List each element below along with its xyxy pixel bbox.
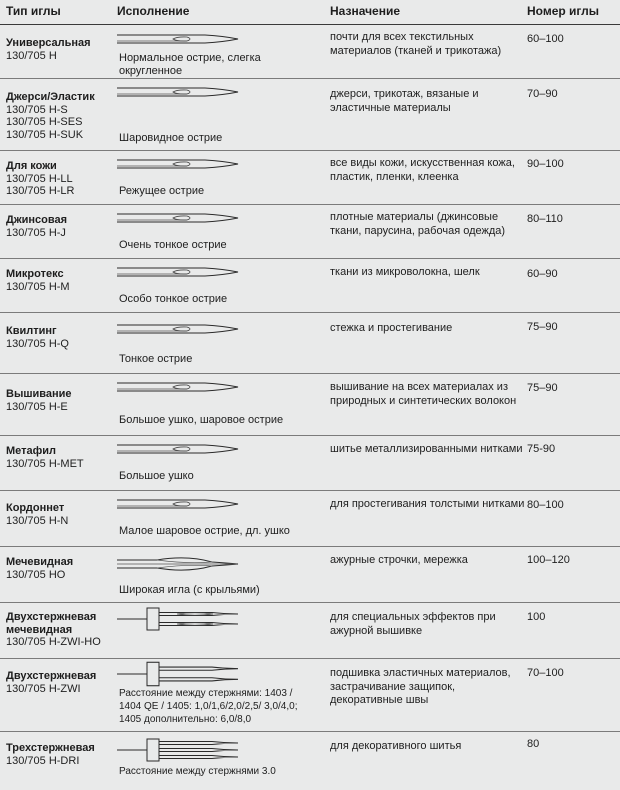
needle-number: 70–100 — [527, 667, 564, 679]
needle-type — [6, 445, 84, 470]
table-row — [0, 204, 620, 259]
needle-illustration — [117, 375, 239, 399]
table-header — [0, 0, 620, 25]
needle-purpose: джерси, трикотаж, вязаные и эластичные материалы — [330, 88, 479, 114]
needle-illustration — [117, 152, 239, 176]
table-row — [0, 150, 620, 205]
needle-number: 100 — [527, 611, 546, 623]
needle-code: 130/705 H-N — [6, 514, 69, 527]
needle-purpose: шитье металлизированными нитками — [330, 443, 523, 455]
needle-type — [6, 742, 95, 767]
needle-code: 130/705 H-LL — [6, 172, 73, 185]
needle-purpose: почти для всех текстильных материалов (тканей и трикотажа) — [330, 31, 502, 57]
needle-type — [6, 160, 75, 198]
needle-type — [6, 670, 96, 695]
needle-type-name: Вышивание — [6, 388, 72, 400]
needle-purpose: вышивание на всех материалах из природных и синтетических волокон — [330, 381, 517, 407]
table-row — [0, 435, 620, 491]
needle-code: 130/705 H-Q — [6, 337, 69, 350]
needle-execution: Режущее острие — [119, 185, 205, 197]
table-row — [0, 24, 620, 79]
needle-execution: Шаровидное острие — [119, 132, 223, 144]
needle-code: 130/705 H — [6, 49, 57, 62]
table-row — [0, 258, 620, 313]
needle-purpose: плотные материалы (джинсовые ткани, парусина, рабочая одежда) — [330, 211, 506, 237]
needle-type-name: Микротекс — [6, 268, 64, 280]
needle-type — [6, 37, 91, 62]
needle-purpose: для декоративного шитья — [330, 740, 462, 752]
needle-type — [6, 388, 72, 413]
needle-purpose: ажурные строчки, мережка — [330, 554, 468, 566]
needle-type — [6, 556, 73, 581]
needle-illustration — [117, 27, 239, 51]
needle-code: 130/705 H-SUK — [6, 128, 84, 141]
table-row — [0, 373, 620, 436]
triple-needle-illustration — [117, 735, 239, 765]
needle-type-name: Мечевидная — [6, 556, 74, 568]
needle-code: 130/705 H-ZWI — [6, 682, 81, 695]
needle-execution: Большое ушко, шаровое острие — [119, 414, 284, 426]
needle-code: 130/705 H-DRI — [6, 754, 80, 767]
needle-purpose: для простегивания толстыми нитками — [330, 498, 525, 510]
needle-execution: Расстояние между стержнями: 1403 / 1404 QE / 1405: 1,0/1,6/2,0/2,5/ 3,0/4,0; 1405 дополнительно: 6,0/8,0 — [119, 688, 298, 725]
needle-type-name: Двухстержневая — [6, 670, 97, 682]
needle-execution: Нормальное острие, слегка округленное — [119, 52, 261, 77]
header-type: Тип иглы — [6, 4, 61, 18]
table-row — [0, 731, 620, 790]
needle-illustration — [117, 437, 239, 461]
needle-execution: Малое шаровое острие, дл. ушко — [119, 525, 290, 537]
needle-illustration — [117, 80, 239, 104]
needle-type-name: Кордоннет — [6, 502, 65, 514]
needle-number: 80–110 — [527, 213, 563, 225]
table-row — [0, 312, 620, 374]
table-row — [0, 78, 620, 151]
needle-illustration — [117, 317, 239, 341]
needle-code: 130/705 H-LR — [6, 185, 75, 197]
wing-needle-illustration — [117, 549, 239, 579]
needle-type — [6, 325, 69, 350]
needle-illustration — [117, 260, 239, 284]
needle-type — [6, 611, 114, 649]
needle-execution: Расстояние между стержнями 3.0 — [119, 766, 276, 777]
needle-type-name: Универсальная — [6, 37, 91, 49]
needle-purpose: подшивка эластичных материалов, застрачивание защипок, декоративные швы — [330, 667, 511, 706]
needle-number: 60–100 — [527, 33, 564, 45]
needle-code: 130/705 H-J — [6, 226, 66, 239]
needle-type-name: Для кожи — [6, 160, 57, 172]
needle-number: 75–90 — [527, 321, 558, 333]
needle-type — [6, 214, 67, 239]
needle-execution: Широкая игла (с крыльями) — [119, 584, 260, 596]
needle-type — [6, 502, 68, 527]
needle-code: 130/705 H-M — [6, 280, 70, 293]
needle-type-name: Трехстержневая — [6, 742, 95, 754]
needle-type-name: Метафил — [6, 445, 57, 457]
needle-type-name: Квилтинг — [6, 325, 57, 337]
table-row — [0, 658, 620, 732]
header-purpose: Назначение — [330, 4, 401, 18]
needle-code: 130/705 H-SES — [6, 116, 83, 128]
table-row — [0, 602, 620, 659]
needle-number: 70–90 — [527, 88, 558, 100]
needle-code: 130/705 HO — [6, 568, 66, 581]
needle-execution: Большое ушко — [119, 470, 194, 482]
needle-number: 90–100 — [527, 158, 564, 170]
needle-purpose: все виды кожи, искусственная кожа, пластик, пленки, клеенка — [330, 157, 515, 183]
needle-code: 130/705 H-MET — [6, 457, 84, 470]
needle-number: 75-90 — [527, 443, 556, 455]
header-execution: Исполнение — [117, 4, 190, 18]
table-row — [0, 490, 620, 547]
needle-purpose: стежка и простегивание — [330, 322, 453, 334]
needle-number: 75–90 — [527, 382, 558, 394]
twin-needle-illustration — [117, 658, 239, 690]
needle-number: 60–90 — [527, 268, 558, 280]
needle-type — [6, 268, 70, 293]
needle-number: 80 — [527, 738, 540, 750]
needle-purpose: для специальных эффектов при ажурной вышивке — [330, 611, 496, 637]
needle-code: 130/705 H-ZWI-HO — [6, 636, 101, 648]
twin-wing-needle-illustration — [117, 604, 239, 634]
table-row — [0, 546, 620, 603]
needle-type-name: Двухстержневая мечевидная — [6, 611, 97, 636]
needle-execution: Особо тонкое острие — [119, 293, 228, 305]
needle-code: 130/705 H-E — [6, 400, 68, 413]
needle-illustration — [117, 492, 239, 516]
needle-type-name: Джинсовая — [6, 214, 68, 226]
needle-purpose: ткани из микроволокна, шелк — [330, 266, 480, 278]
needle-illustration — [117, 206, 239, 230]
needle-type-name: Джерси/Эластик — [6, 91, 95, 103]
needle-number: 80–100 — [527, 499, 564, 511]
header-number: Номер иглы — [527, 4, 599, 18]
needle-number: 100–120 — [527, 554, 570, 566]
needle-execution: Тонкое острие — [119, 353, 193, 365]
needle-execution: Очень тонкое острие — [119, 239, 227, 251]
needle-type — [6, 91, 95, 141]
needle-code: 130/705 H-S — [6, 103, 68, 116]
